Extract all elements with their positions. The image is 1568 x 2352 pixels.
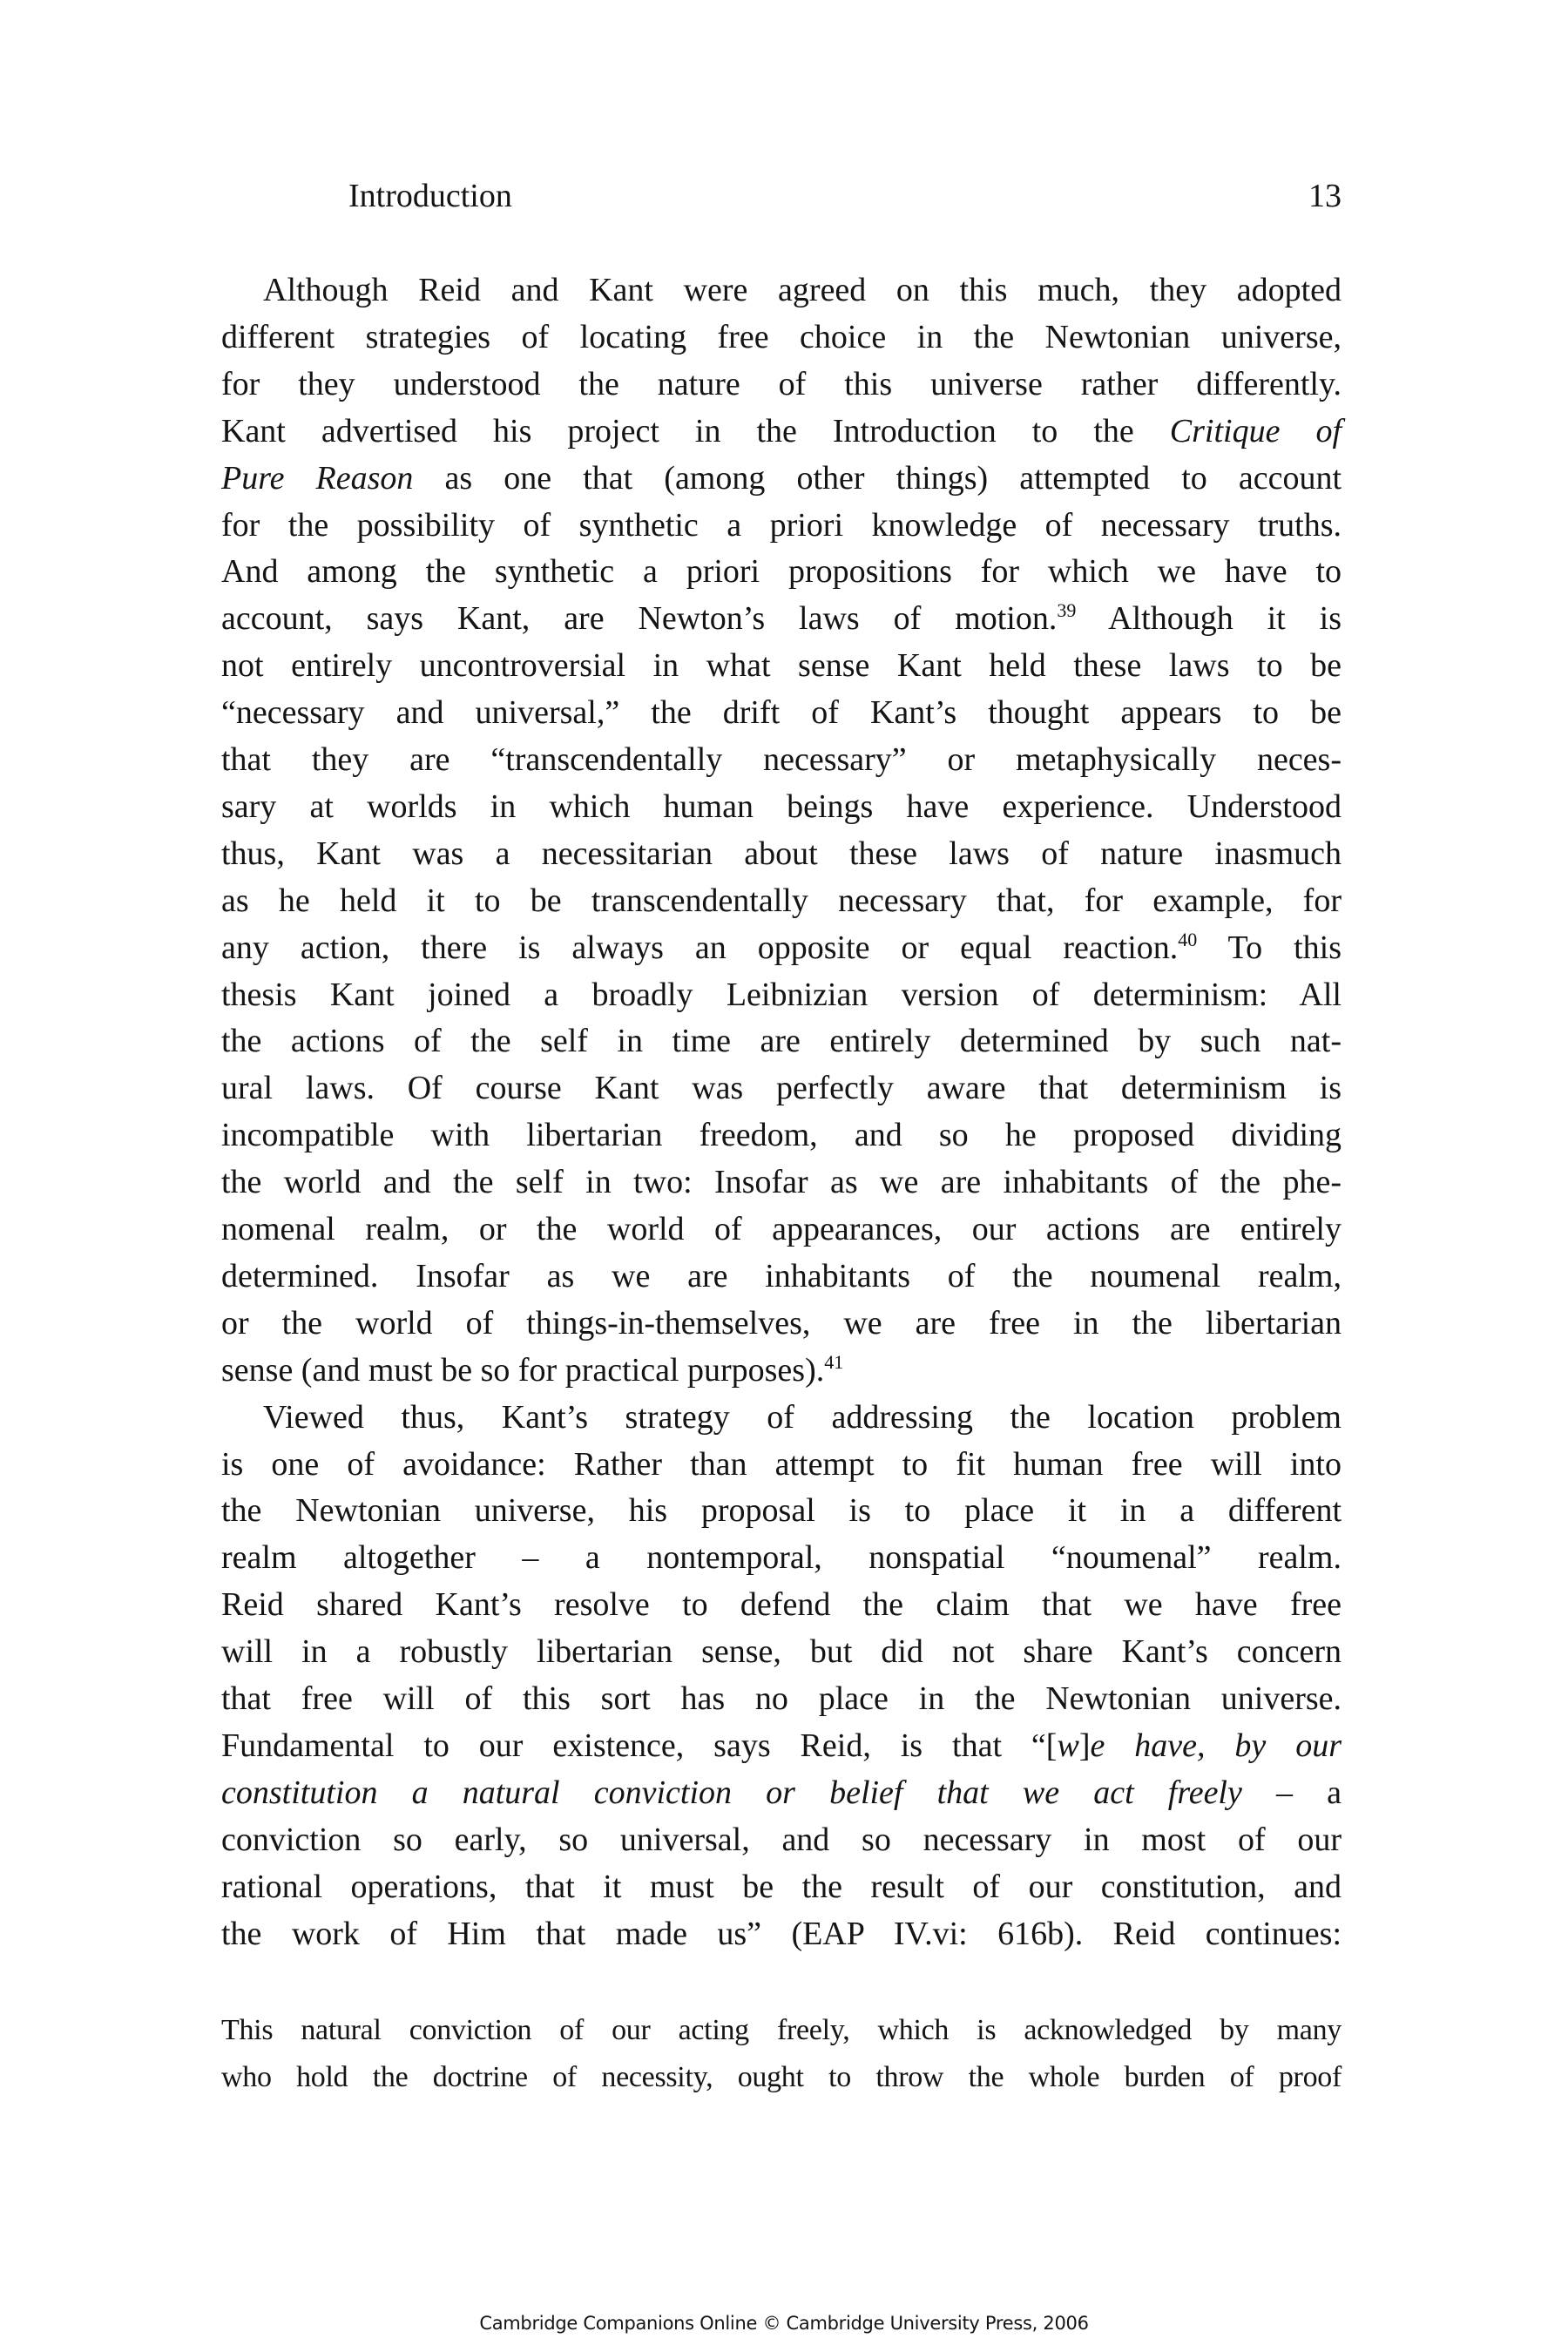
- text-segment: for the possibility of synthetic a priori knowledge of necessary truths.: [221, 506, 1342, 544]
- text-line: [221, 1581, 1342, 1628]
- text-line: [221, 1017, 1342, 1064]
- italic-text: constitution a natural conviction or belief that we act freely: [221, 1774, 1242, 1811]
- text-line: [221, 1675, 1342, 1722]
- page-number: 13: [1308, 178, 1342, 214]
- text-line: [221, 924, 1342, 971]
- text-segment: not entirely uncontroversial in what sense Kant held these laws to be: [221, 647, 1342, 685]
- running-title: Introduction: [348, 178, 512, 214]
- text-line: [221, 1064, 1342, 1112]
- text-segment: And among the synthetic a priori propositions for which we have to: [221, 553, 1342, 591]
- quote-line: [221, 2007, 1342, 2054]
- text-line: [221, 1910, 1342, 1957]
- text-segment: ural laws. Of course Kant was perfectly aware that determinism is: [221, 1070, 1342, 1107]
- italic-text: Pure Reason: [221, 459, 414, 497]
- text-line: [221, 1534, 1342, 1581]
- text-segment: Although it is: [1076, 600, 1342, 638]
- footnote-marker[interactable]: 39: [1057, 599, 1077, 622]
- text-segment: the work of Him that made us” (EAP IV.vi: 616b). Reid continues:: [221, 1915, 1342, 1952]
- text-line: [221, 548, 1342, 595]
- text-line: [221, 1441, 1342, 1488]
- footnote-marker[interactable]: 40: [1178, 928, 1198, 950]
- text-line: [221, 408, 1342, 455]
- text-line: [221, 314, 1342, 361]
- text-line: [221, 361, 1342, 408]
- text-line: [221, 1863, 1342, 1910]
- text-segment: is one of avoidance: Rather than attempt to fit human free will into: [221, 1445, 1342, 1483]
- text-segment: that they are “transcendentally necessary” or metaphysically neces-: [221, 741, 1342, 778]
- text-line: [221, 642, 1342, 689]
- text-segment: as one that (among other things) attempted to account: [413, 459, 1342, 497]
- text-segment: Reid shared Kant’s resolve to defend the claim that we have free: [221, 1586, 1342, 1624]
- text-segment: or the world of things-in-themselves, we are free in the libertarian: [221, 1304, 1342, 1342]
- text-segment: This natural conviction of our acting freely, which is acknowledged by many: [221, 2014, 1342, 2046]
- text-segment: different strategies of locating free choice in the Newtonian universe,: [221, 318, 1342, 355]
- footnote-marker[interactable]: 41: [824, 1350, 844, 1373]
- text-segment: ]: [1078, 1727, 1091, 1764]
- text-line: [221, 1816, 1342, 1863]
- text-line: [221, 971, 1342, 1018]
- text-segment: account, says Kant, are Newton’s laws of motion.: [221, 600, 1058, 638]
- text-line: [221, 736, 1342, 783]
- text-line: [221, 1628, 1342, 1675]
- text-segment: the Newtonian universe, his proposal is to place it in a different: [221, 1492, 1342, 1530]
- text-line: [221, 1347, 1342, 1394]
- text-line: [221, 595, 1342, 642]
- text-segment: nomenal realm, or the world of appearances, our actions are entirely: [221, 1211, 1342, 1247]
- text-segment: – a: [1241, 1774, 1342, 1811]
- text-segment: realm altogether – a nontemporal, nonspatial “noumenal” realm.: [221, 1539, 1342, 1577]
- text-segment: conviction so early, so universal, and so necessary in most of our: [221, 1821, 1342, 1858]
- text-line: [221, 1206, 1342, 1253]
- text-segment: Kant advertised his project in the Introduction to the: [221, 412, 1170, 449]
- text-segment: that free will of this sort has no place in the Newtonian universe.: [221, 1680, 1342, 1717]
- text-segment: Viewed thus, Kant’s strategy of addressing the location problem: [263, 1398, 1342, 1436]
- text-segment: Fundamental to our existence, says Reid, is that “[: [221, 1727, 1058, 1764]
- text-segment: the world and the self in two: Insofar as we are inhabitants of the phe-: [221, 1164, 1342, 1201]
- copyright-footer: Cambridge Companions Online © Cambridge University Press, 2006: [479, 2313, 1089, 2334]
- text-segment: the actions of the self in time are entirely determined by such nat-: [221, 1023, 1342, 1060]
- text-segment: any action, there is always an opposite or equal reaction.: [221, 929, 1179, 966]
- text-segment: incompatible with libertarian freedom, and so he proposed dividing: [221, 1117, 1342, 1154]
- text-segment: who hold the doctrine of necessity, ought to throw the whole burden of proof: [221, 2060, 1342, 2093]
- text-segment: thus, Kant was a necessitarian about these laws of nature inasmuch: [221, 835, 1342, 872]
- text-line: [221, 1112, 1342, 1159]
- text-line: [221, 1300, 1342, 1347]
- text-line: [221, 830, 1342, 877]
- quote-line: [221, 2054, 1342, 2101]
- text-line: [221, 267, 1342, 314]
- text-segment: rational operations, that it must be the result of our constitution, and: [221, 1868, 1342, 1905]
- text-line: [221, 1394, 1342, 1441]
- text-segment: Although Reid and Kant were agreed on this much, they adopted: [263, 272, 1342, 308]
- text-segment: for they understood the nature of this universe rather differently.: [221, 365, 1342, 402]
- text-line: [221, 1487, 1342, 1534]
- text-line: [221, 455, 1342, 502]
- text-segment: determined. Insofar as we are inhabitants of the noumenal realm,: [221, 1257, 1342, 1294]
- text-segment: To this: [1197, 929, 1342, 966]
- text-line: [221, 1253, 1342, 1300]
- text-line: [221, 1159, 1342, 1206]
- text-line: [221, 1722, 1342, 1769]
- text-segment: will in a robustly libertarian sense, but did not share Kant’s concern: [221, 1633, 1342, 1671]
- italic-text: e have, by our: [1090, 1727, 1342, 1764]
- text-segment: thesis Kant joined a broadly Leibnizian version of determinism: All: [221, 976, 1342, 1013]
- italic-text: w: [1057, 1727, 1079, 1764]
- text-segment: “necessary and universal,” the drift of Kant’s thought appears to be: [221, 694, 1342, 732]
- text-line: [221, 1769, 1342, 1816]
- text-line: [221, 689, 1342, 736]
- text-line: [221, 502, 1342, 549]
- text-line: [221, 783, 1342, 830]
- italic-text: Critique of: [1169, 412, 1342, 449]
- text-segment: sary at worlds in which human beings have experience. Understood: [221, 787, 1342, 825]
- text-line: [221, 877, 1342, 924]
- text-segment: as he held it to be transcendentally necessary that, for example, for: [221, 882, 1342, 919]
- text-segment: sense (and must be so for practical purposes).: [221, 1351, 825, 1389]
